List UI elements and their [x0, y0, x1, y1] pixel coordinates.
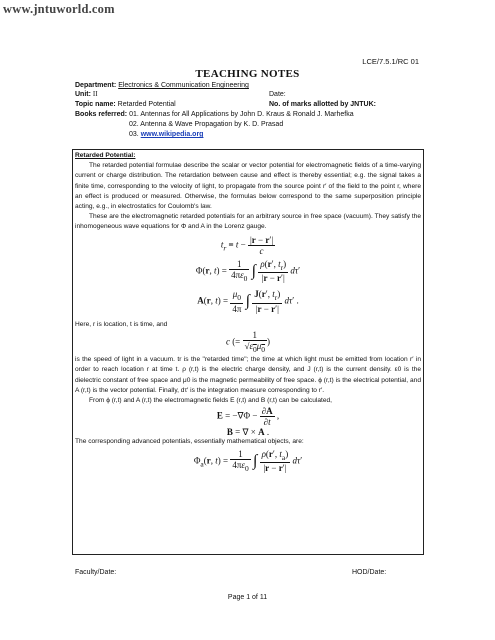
hod-date: HOD/Date:: [352, 569, 387, 576]
faculty-date: Faculty/Date:: [75, 569, 117, 576]
paragraph-definitions: is the speed of light in a vacuum. tr is the "retarded time"; the time at which light must be emitted from location r′ in order to reach location r at time t. ρ (r,t) is the electric charge density, and J (r,t) is the current density. ε0 is the dielectric constant of free space and μ0 is the magnetic permeability of free space. ϕ (r,t) is the electrical potential, and A (r,t) is the vector potential. Finally, dτ′ is the integration measure corresponding to r′.: [75, 356, 421, 394]
equation-speed-of-light: c (= $\frac{1}{√\varepsilon_0\mu_0}$ ): [225, 330, 271, 355]
marks-label: No. of marks allotted by JNTUK:: [269, 101, 376, 108]
topic-label: Topic name:: [75, 101, 116, 108]
book-3: 03. www.wikipedia.org: [129, 131, 204, 138]
page-number: Page 1 of 11: [227, 594, 268, 601]
equation-scalar-potential: Φ(r, t) = $\frac{1}{4\pi\varepsilon_0}$ ∫ $\frac{\rho(r', t_r)}{|r - r'|}$ dτ′: [195, 258, 301, 284]
equation-retarded-time: $t_r \equiv t$ − $\frac{|r - r'|}{c}$: [220, 234, 274, 256]
topic-value: Retarded Potential: [117, 101, 176, 108]
department-row: [75, 81, 249, 90]
paragraph-potentials: These are the electromagnetic retarded potentials for an arbitrary source in free space (vacuum). They satisfy the inhomogeneous wave equations for Φ and A in the Lorenz gauge.: [75, 213, 421, 231]
equation-vector-potential: A(r, t) = $\frac{\mu_0}{4\pi}$ ∫ $\frac{J(r', t_r)}{|r - r'|}$ dτ′ .: [197, 289, 299, 315]
topic-row: [75, 100, 176, 109]
section-title: Retarded Potential:: [75, 152, 136, 159]
department-value: Electronics & Communication Engineering: [118, 82, 249, 89]
department-label: Department:: [75, 82, 117, 89]
wikipedia-link[interactable]: www.wikipedia.org: [140, 131, 204, 138]
date-label: Date:: [269, 91, 286, 98]
books-label: Books referred:: [75, 111, 128, 118]
paragraph-intro: The retarded potential formulae describe the scalar or vector potential for electromagnetic fields of a time-varying current or charge distribution. The retardation between cause and effect is thereby essential; e.g. the signal takes a finite time, corresponding to the velocity of light, to propagate from the source point r′ of the field to the point r, where an effect is produced or measured. Otherwise, the formulas below correspond to the same superposition principle acting, e.g., in electrostatics for Coulomb's law.: [75, 162, 421, 211]
content: [75, 151, 421, 473]
paragraph-advanced: The corresponding advanced potentials, essentially mathematical objects, are:: [75, 438, 304, 446]
unit-label: Unit:: [75, 91, 91, 98]
unit-value: II: [92, 90, 98, 98]
document-code: LCE/7.5.1/RC 01: [362, 57, 419, 66]
unit-row: [75, 90, 98, 99]
paragraph-location: Here, r is location, t is time, and: [75, 321, 168, 329]
books-row: [75, 110, 354, 119]
equation-electric-field: E = −∇Φ − $\frac{\partial A}{\partial t}$ ,: [216, 406, 280, 428]
paragraph-fields: From ϕ (r,t) and A (r,t) the electromagnetic fields E (r,t) and B (r,t) can be calculated,: [89, 397, 332, 405]
book-2: 02. Antenna & Wave Propagation by K. D. Prasad: [129, 121, 284, 128]
book-1: 01. Antennas for All Applications by John D. Kraus & Ronald J. Marhefka: [129, 111, 354, 118]
equation-magnetic-field: B = ∇ × A .: [226, 427, 270, 438]
watermark: www.jntuworld.com: [3, 2, 115, 16]
equation-advanced-potential: $\Phi_a(r$, t) = $\frac{1}{4\pi\varepsilon_0}$ ∫ $\frac{\rho(r', t_a)}{|r - r'|}$ dτ′: [193, 448, 303, 474]
page-title: TEACHING NOTES: [195, 68, 300, 80]
